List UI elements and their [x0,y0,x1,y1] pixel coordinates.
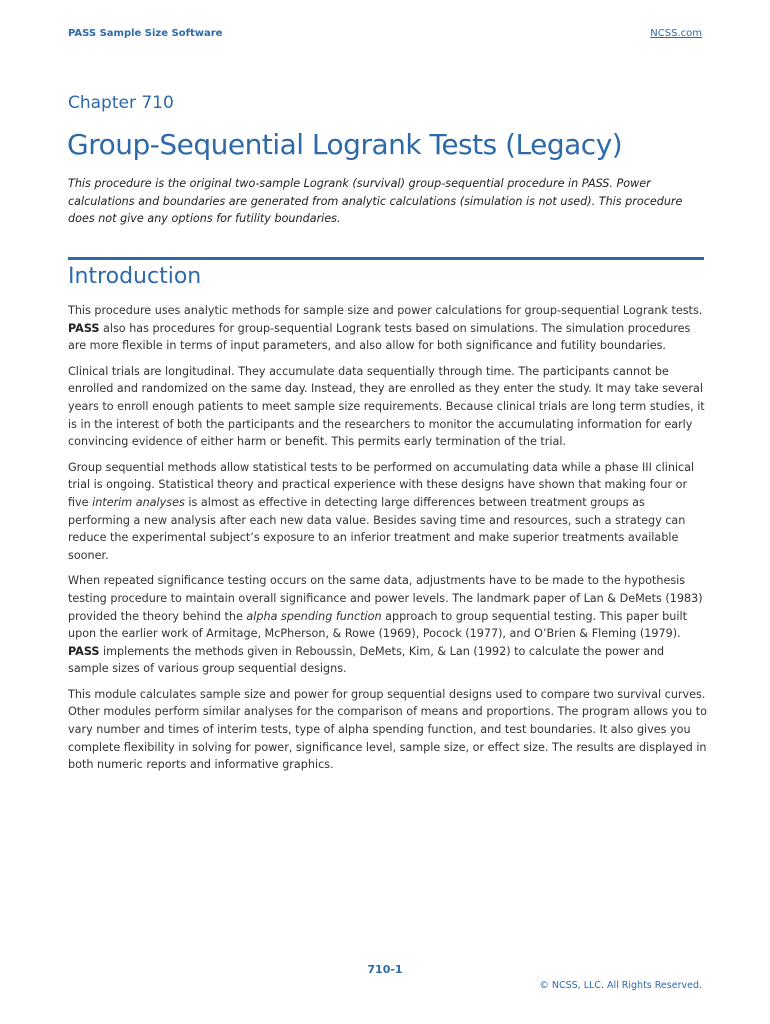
paragraph-4 [68,572,708,678]
paragraph-3-text-a: Group sequential methods allow statistical tests to be performed on accumulating data while a phase III clinical trial is ongoing. Statistical theory and practical experience with these designs have shown that making four or five [68,460,695,509]
paragraph-1-text-b: also has procedures for group-sequential Logrank tests based on simulations. The simulation procedures are more flexible in terms of input parameters, and also allow for both significance and futility boundaries. [68,321,691,353]
paragraph-1-pass-bold: PASS [68,321,100,335]
paragraph-1-text-a: This procedure uses analytic methods for sample size and power calculations for group-sequential Logrank tests. [68,304,703,317]
paragraph-2: Clinical trials are longitudinal. They accumulate data sequentially through time. The participants cannot be enrolled and randomized on the same day. Instead, they are enrolled as they enter the study. It may take several years to enroll enough patients to meet sample size requirements. Because clinical trials are long term studies, it is in the interest of both the participants and the researchers to monitor the accumulating information for early convincing evidence of either harm or benefit. This permits early termination of the trial. [68,364,705,449]
section-heading-introduction: Introduction [68,264,202,289]
paragraph-3-text-b: is almost as effective in detecting large differences between treatment groups as performing a new analysis after each new data value. Besides saving time and resources, such a strategy can reduce the experimental subject’s exposure to an inferior treatment and make superior treatments available sooner. [68,495,686,562]
paragraph-4-pass-bold: PASS [68,644,100,658]
page-number: 710-1 [367,963,403,976]
header-ncss-link[interactable]: NCSS.com [650,28,702,39]
paragraph-1 [68,302,708,355]
chapter-label: Chapter 710 [68,93,174,113]
paragraph-3 [68,459,708,565]
page-title: Group-Sequential Logrank Tests (Legacy) [67,128,623,161]
paragraph-4-text-a: When repeated significance testing occurs on the same data, adjustments have to be made to the hypothesis testing procedure to maintain overall significance and power levels. The landmark paper of Lan & DeMets (1983) provided the theory behind the [68,574,703,623]
paragraph-4-alpha-spending-italic: alpha spending function [246,609,382,623]
header-software-name: PASS Sample Size Software [68,28,223,39]
paragraph-4-text-b: approach to group sequential testing. This paper built upon the earlier work of Armitage, McPherson, & Rowe (1969), Pocock (1977), and O’Brien & Fleming (1979). [68,609,687,641]
paragraph-4-text-c: implements the methods given in Reboussin, DeMets, Kim, & Lan (1992) to calculate the power and sample sizes of various group sequential designs. [68,644,665,676]
paragraph-3-interim-italic: interim analyses [92,495,185,509]
copyright-notice: © NCSS, LLC. All Rights Reserved. [539,980,702,991]
paragraph-5: This module calculates sample size and power for group sequential designs used to compare two survival curves. Other modules perform similar analyses for the comparison of means and proportions. The program allows you to vary number and times of interim tests, type of alpha spending function, and test boundaries. It also gives you complete flexibility in solving for power, significance level, sample size, or effect size. The results are displayed in both numeric reports and informative graphics. [68,687,708,772]
abstract-text: This procedure is the original two-sample Logrank (survival) group-sequential procedure in PASS. Power calculations and boundaries are generated from analytic calculations (simulation is not used). This procedure does not give any options for futility boundaries. [68,177,683,226]
introduction-body [68,302,708,782]
section-divider [68,257,704,260]
